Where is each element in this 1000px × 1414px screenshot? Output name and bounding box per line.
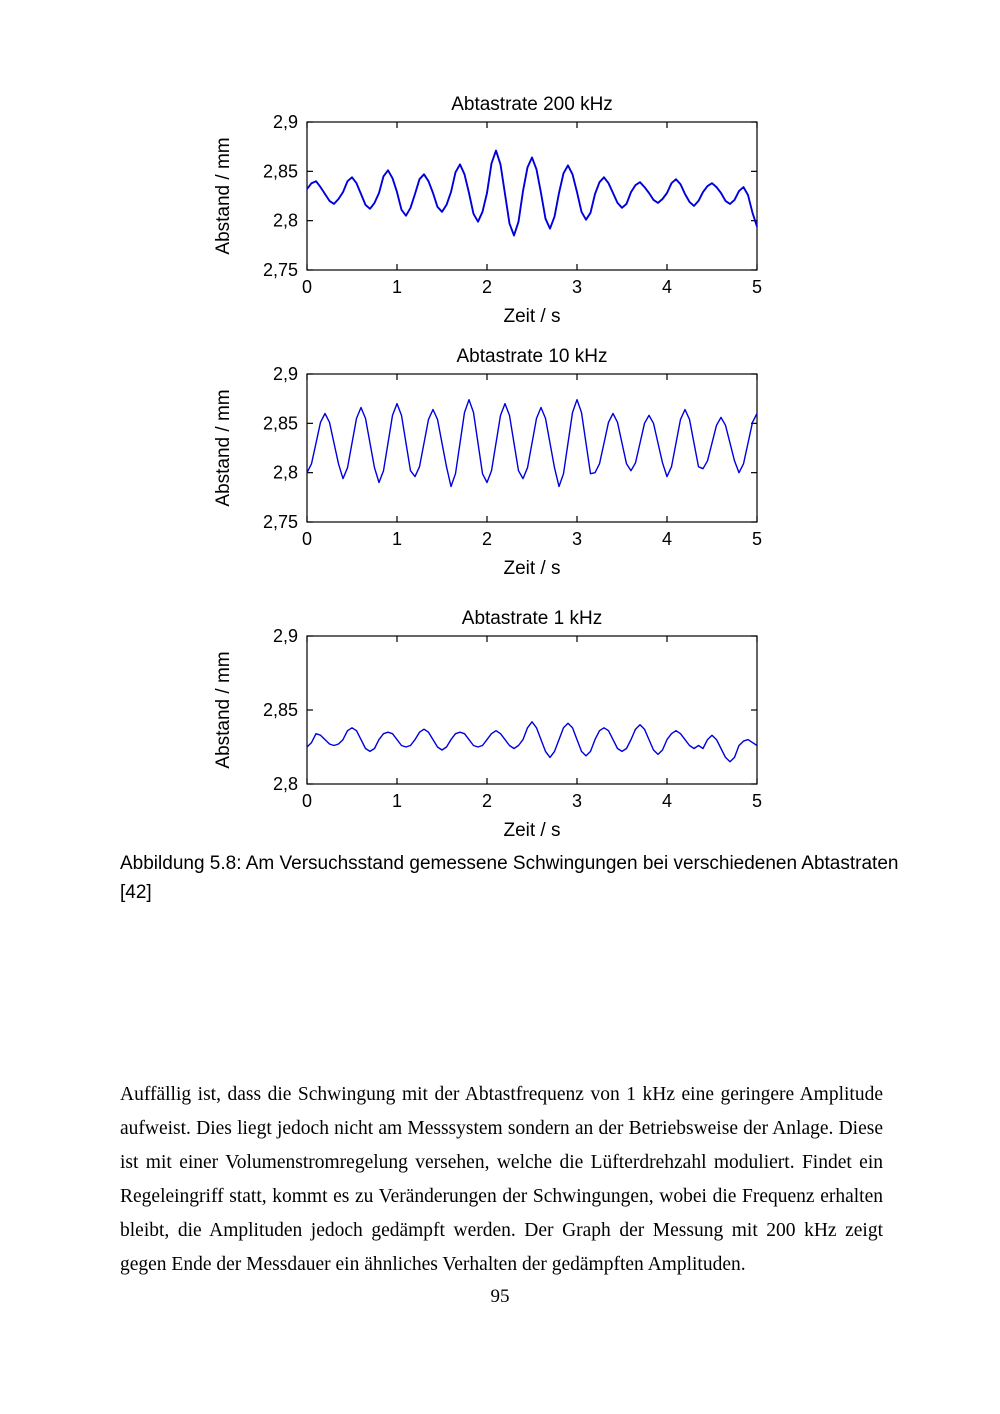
y-axis-label: Abstand / mm [213, 137, 234, 255]
x-tick-label: 3 [571, 791, 583, 811]
x-tick-label: 3 [571, 277, 583, 297]
x-tick-label: 4 [661, 791, 673, 811]
x-axis-label: Zeit / s [503, 820, 561, 840]
x-tick-label: 5 [751, 791, 763, 811]
y-tick-label: 2,75 [262, 512, 298, 532]
figure-caption: Abbildung 5.8: Am Versuchsstand gemessene Schwingungen bei verschiedenen Abtastraten [42] [120, 853, 899, 903]
y-tick-label: 2,8 [272, 462, 298, 483]
y-tick-label: 2,85 [262, 413, 298, 434]
y-tick-label: 2,8 [272, 210, 298, 231]
y-axis-label: Abstand / mm [213, 389, 234, 507]
y-tick-label: 2,9 [272, 112, 298, 132]
x-tick-label: 0 [301, 277, 313, 297]
y-tick-label: 2,75 [262, 260, 298, 280]
chart-abtastrate-200khz [197, 88, 797, 326]
x-tick-label: 5 [751, 529, 763, 549]
x-tick-label: 0 [301, 529, 313, 549]
x-tick-label: 1 [391, 791, 403, 811]
y-tick-label: 2,9 [272, 364, 298, 384]
page-number: 95 [490, 1286, 510, 1307]
x-tick-label: 1 [391, 529, 403, 549]
body-paragraph: Auffällig ist, dass die Schwingung mit der Abtastfrequenz von 1 kHz eine geringere Amplitude aufweist. Dies liegt jedoch nicht am Messsystem sondern an der Betriebsweise der Anlage. Diese ist mit einer Volumenstromregelung versehen, welche die Lüfterdrehzahl moduliert. Findet ein Regeleingriff statt, kommt es zu Veränderungen der Schwingungen, wobei die Frequenz erhalten bleibt, die Amplituden jedoch gedämpft werden. Der Graph der Messung mit 200 kHz zeigt gegen Ende der Messdauer ein ähnliches Verhalten der gedämpften Amplituden. [120, 1084, 883, 1275]
chart-abtastrate-1khz [197, 602, 797, 840]
x-axis-label: Zeit / s [503, 558, 561, 578]
figure-5-8 [197, 88, 797, 854]
y-tick-label: 2,85 [262, 161, 298, 182]
y-tick-label: 2,8 [272, 774, 298, 794]
chart-title: Abtastrate 200 kHz [451, 94, 613, 115]
plot-area [307, 374, 757, 522]
y-tick-label: 2,85 [262, 700, 298, 720]
waveform-line [307, 722, 757, 762]
y-tick-label: 2,9 [272, 626, 298, 646]
x-tick-label: 2 [481, 791, 493, 811]
chart-title: Abtastrate 10 kHz [456, 346, 608, 367]
x-tick-label: 2 [481, 529, 493, 549]
y-axis-label: Abstand / mm [213, 651, 234, 769]
chart-abtastrate-10khz [197, 340, 797, 578]
x-tick-label: 1 [391, 277, 403, 297]
x-tick-label: 2 [481, 277, 493, 297]
waveform-line [307, 151, 757, 236]
x-tick-label: 5 [751, 277, 763, 297]
x-tick-label: 4 [661, 277, 673, 297]
x-tick-label: 4 [661, 529, 673, 549]
x-tick-label: 3 [571, 529, 583, 549]
x-tick-label: 0 [301, 791, 313, 811]
x-axis-label: Zeit / s [503, 306, 561, 326]
plot-area [307, 636, 757, 784]
waveform-line [307, 400, 757, 487]
plot-area [307, 122, 757, 270]
chart-title: Abtastrate 1 kHz [461, 608, 603, 629]
